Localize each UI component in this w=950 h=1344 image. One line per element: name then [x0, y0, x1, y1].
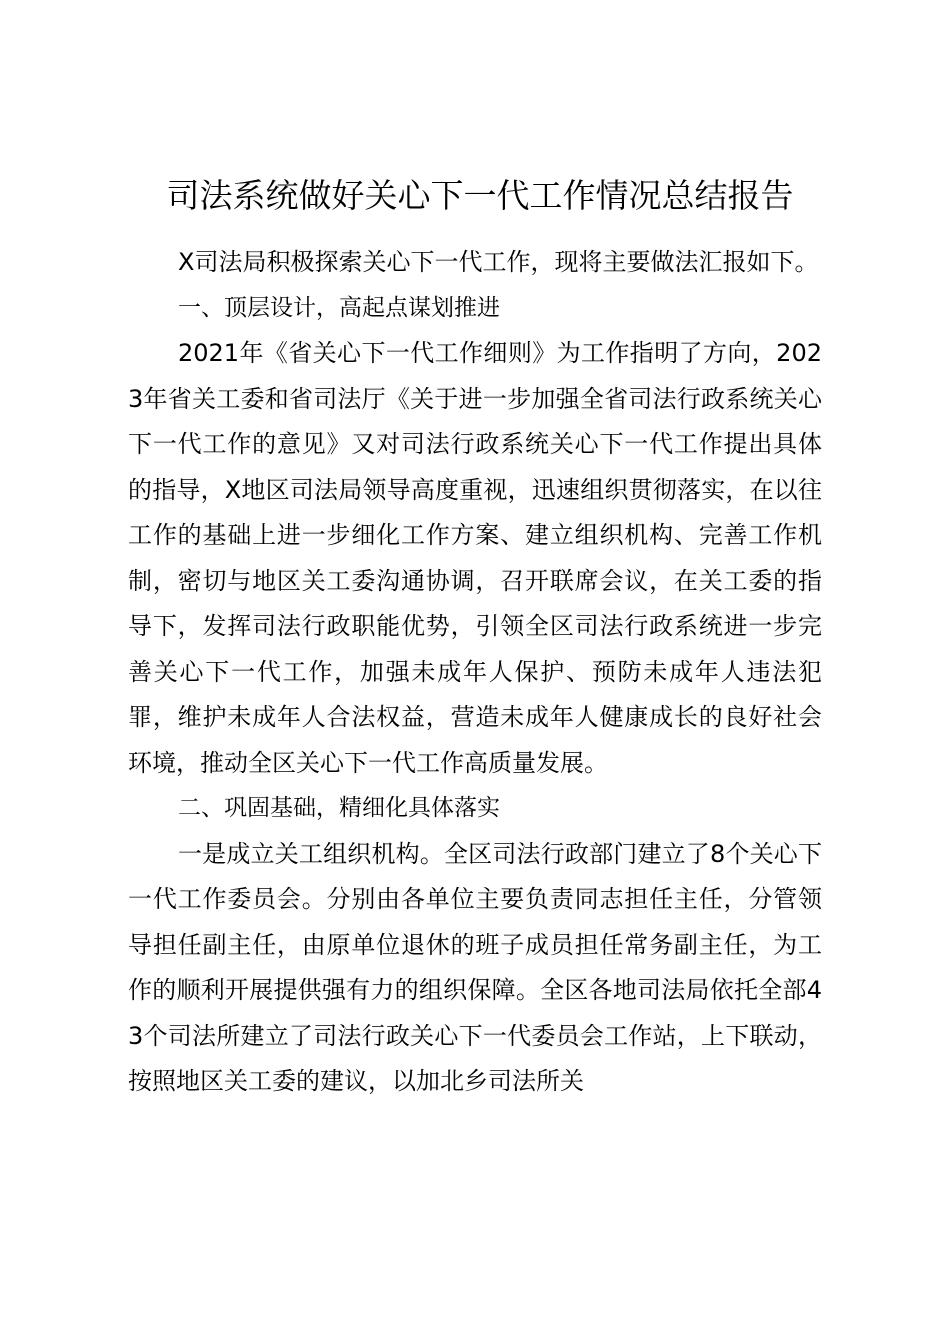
section-2-heading: 二、巩固基础，精细化具体落实 — [178, 795, 500, 821]
section-1-paragraph: 2021年《省关心下一代工作细则》为工作指明了方向，2023年省关工委和省司法厅《关于进一步加强全省司法行政系统关心下一代工作的意见》又对司法行政系统关心下一代工作提出具体的指导，X地区司法局领导高度重视，迅速组织贯彻落实，在以往工作的基础上进一步细化工作方案、建立组织机构、完善工作机制，密切与地区关工委沟通协调，召开联席会议，在关工委的指导下，发挥司法行政职能优势，引领全区司法行政系统进一步完善关心下一代工作，加强未成年人保护、预防未成年人违法犯罪，维护未成年人合法权益，营造未成年人健康成长的良好社会环境，推动全区关心下一代工作高质量发展。 — [128, 339, 822, 777]
document-title: 司法系统做好关心下一代工作情况总结报告 — [166, 176, 794, 215]
intro-paragraph: X司法局积极探索关心下一代工作，现将主要做法汇报如下。 — [178, 248, 819, 276]
section-1-heading: 一、顶层设计，高起点谋划推进 — [178, 294, 500, 321]
section-2-paragraph: 一是成立关工组织机构。全区司法行政部门建立了8个关心下一代工作委员会。分别由各单位主要负责同志担任主任，分管领导担任副主任，由原单位退休的班子成员担任常务副主任，为工作的顺利开展提供强有力的组织保障。全区各地司法局依托全部43个司法所建立了司法行政关心下一代委员会工作站，上下联动，按照地区关工委的建议，以加北乡司法所关 — [128, 839, 822, 1095]
document-body — [128, 240, 822, 1105]
